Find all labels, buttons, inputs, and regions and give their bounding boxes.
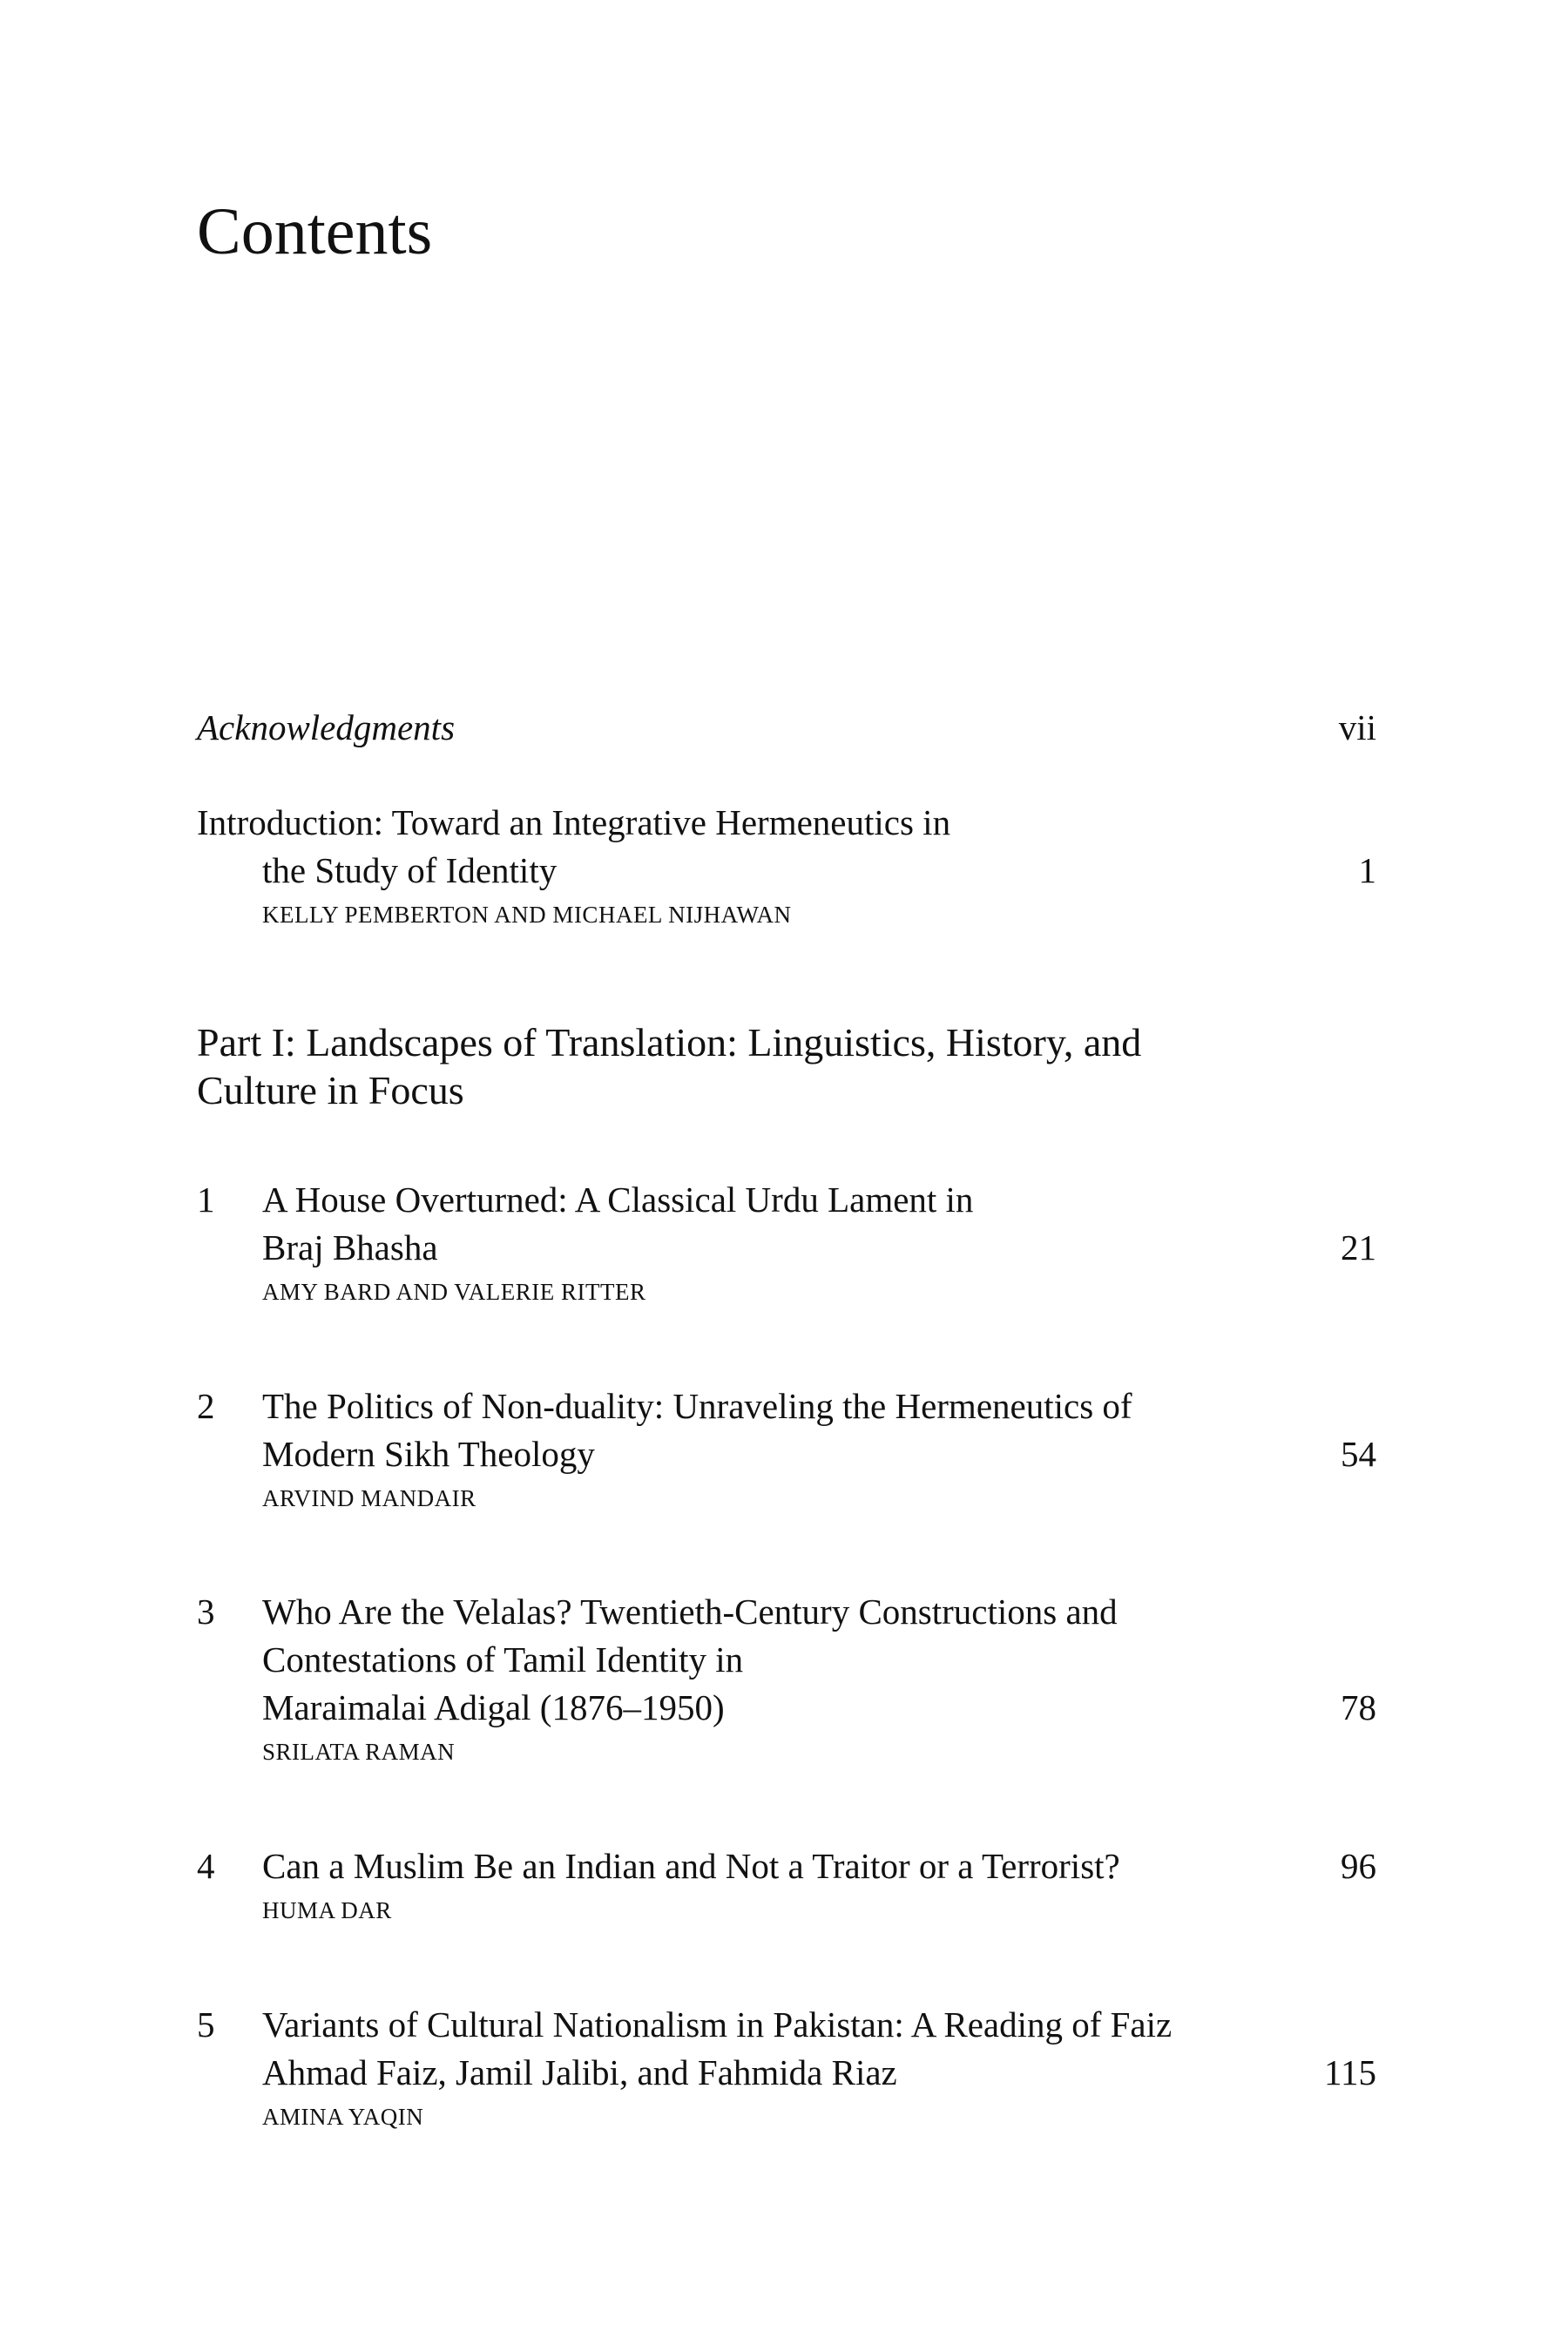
page-title: Contents [197, 195, 433, 268]
chapter-title-text: Can a Muslim Be an Indian and Not a Traitor or a Terrorist? [262, 1846, 1120, 1886]
chapter-page-number: 115 [1324, 2052, 1376, 2092]
chapter-number: 1 [197, 1179, 215, 1220]
chapter-title-line [197, 1176, 1376, 1224]
chapter-number: 5 [197, 2004, 215, 2044]
toc-entry-introduction [197, 799, 1376, 929]
toc-entry-chapter-4 [197, 1842, 1376, 1925]
acknowledgments-label: Acknowledgments [197, 707, 456, 747]
part-title-line-2: Culture in Focus [197, 1068, 464, 1112]
chapter-authors: ARVIND MANDAIR [262, 1485, 476, 1511]
introduction-title-line-2 [197, 847, 1376, 895]
chapter-title-line [197, 1224, 1376, 1272]
toc-entry-acknowledgments [197, 704, 1376, 752]
chapter-title-text: A House Overturned: A Classical Urdu Lament in [262, 1179, 974, 1220]
chapter-title-text: Maraimalai Adigal (1876–1950) [262, 1687, 725, 1727]
chapter-title-line [197, 1842, 1376, 1890]
chapter-page-number: 96 [1341, 1846, 1376, 1886]
toc-entry-chapter-3 [197, 1588, 1376, 1767]
chapter-authors: AMINA YAQIN [262, 2104, 424, 2130]
introduction-authors: KELLY PEMBERTON AND MICHAEL NIJHAWAN [262, 902, 792, 928]
chapter-title-text: The Politics of Non-duality: Unraveling the Hermeneutics of [262, 1386, 1132, 1426]
acknowledgments-page-number: vii [1338, 707, 1376, 747]
chapter-title-line [197, 2049, 1376, 2097]
chapter-number: 3 [197, 1592, 215, 1632]
toc-entry-chapter-1 [197, 1176, 1376, 1307]
chapter-title-line [197, 1382, 1376, 1430]
part-heading [197, 1018, 1376, 1114]
chapter-authors: AMY BARD AND VALERIE RITTER [262, 1279, 646, 1305]
toc-entry-chapter-5 [197, 2001, 1376, 2132]
chapter-title-line [197, 1684, 1376, 1732]
chapter-number: 2 [197, 1386, 215, 1426]
introduction-page-number: 1 [1358, 850, 1376, 890]
toc-entry-line [197, 704, 1376, 752]
chapter-title-text: Modern Sikh Theology [262, 1434, 595, 1474]
chapter-title-text: Who Are the Velalas? Twentieth-Century Constructions and [262, 1592, 1118, 1632]
chapter-page-number: 54 [1341, 1434, 1376, 1474]
introduction-title-line-1: Introduction: Toward an Integrative Hermeneutics in [197, 802, 951, 842]
chapter-title-line [197, 2001, 1376, 2049]
chapter-title-text: Braj Bhasha [262, 1227, 438, 1267]
chapter-title-line [197, 1430, 1376, 1478]
chapter-authors: HUMA DAR [262, 1897, 392, 1923]
chapter-page-number: 78 [1341, 1687, 1376, 1727]
chapter-title-text: Variants of Cultural Nationalism in Pakistan: A Reading of Faiz [262, 2004, 1173, 2044]
toc-entry-chapter-2 [197, 1382, 1376, 1513]
chapter-authors: SRILATA RAMAN [262, 1739, 456, 1765]
chapter-title-line [197, 1588, 1376, 1636]
part-title-line-1: Part I: Landscapes of Translation: Linguistics, History, and [197, 1020, 1142, 1064]
introduction-title-line-2-text: the Study of Identity [262, 850, 558, 890]
chapter-title-line [197, 1636, 1376, 1684]
chapter-title-text: Ahmad Faiz, Jamil Jalibi, and Fahmida Riaz [262, 2052, 897, 2092]
chapter-number: 4 [197, 1846, 215, 1886]
chapter-page-number: 21 [1341, 1227, 1376, 1267]
chapter-title-text: Contestations of Tamil Identity in [262, 1639, 744, 1680]
